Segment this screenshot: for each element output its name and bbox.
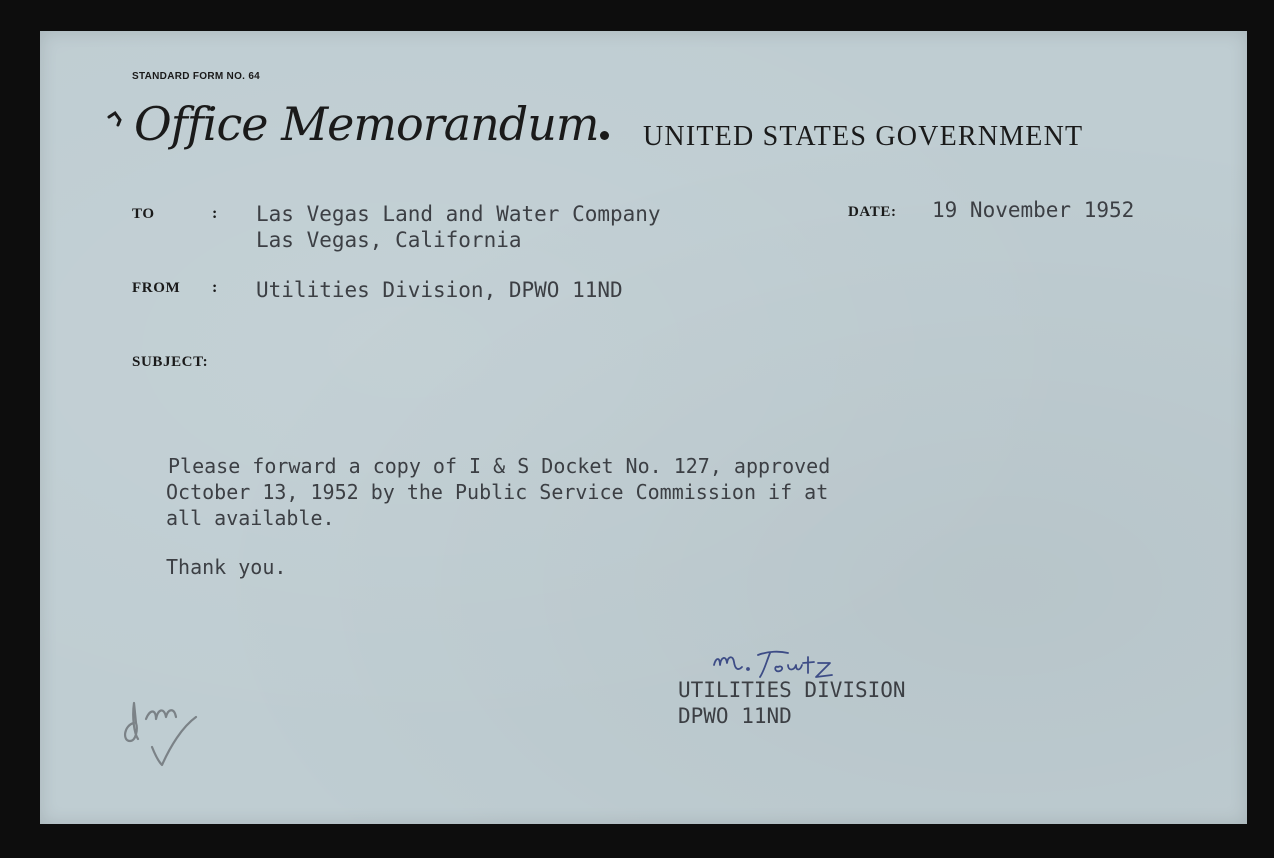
memo-paper: [40, 31, 1247, 824]
to-label: TO: [132, 206, 155, 222]
body-line-1: Please forward a copy of I & S Docket No. 127, approved: [168, 454, 831, 478]
check-mark-icon: [106, 109, 130, 129]
subject-label: SUBJECT:: [132, 354, 209, 370]
signature-line-1: UTILITIES DIVISION: [678, 678, 906, 702]
body-line-2: October 13, 1952 by the Public Service Commission if at: [166, 480, 829, 504]
from-label: FROM: [132, 280, 181, 296]
date-label: DATE:: [848, 204, 897, 220]
handwritten-initials: [116, 683, 206, 773]
from-colon: :: [212, 279, 218, 296]
memo-title: Office Memorandum: [134, 97, 599, 151]
to-recipient-line2: Las Vegas, California: [256, 228, 522, 252]
signature-line-2: DPWO 11ND: [678, 704, 792, 728]
from-value: Utilities Division, DPWO 11ND: [256, 278, 623, 302]
title-separator-bullet: [600, 131, 609, 140]
agency-name: UNITED STATES GOVERNMENT: [643, 121, 1084, 152]
date-value: 19 November 1952: [932, 198, 1135, 222]
closing-line: Thank you.: [166, 555, 287, 579]
body-line-3: all available.: [166, 506, 335, 530]
to-recipient-line1: Las Vegas Land and Water Company: [256, 202, 661, 226]
form-number: STANDARD FORM NO. 64: [132, 71, 261, 82]
to-colon: :: [212, 205, 218, 222]
